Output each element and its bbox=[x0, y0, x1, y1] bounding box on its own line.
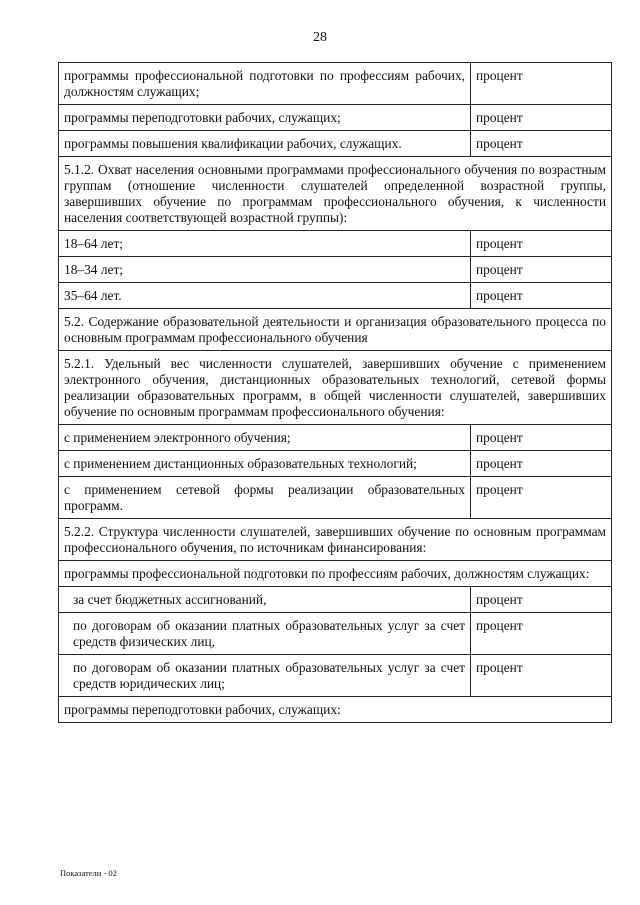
footer-label: Показатели - 02 bbox=[60, 868, 117, 878]
table-row bbox=[59, 697, 612, 723]
table-row bbox=[59, 451, 612, 477]
section-heading: 5.1.2. Охват населения основными программами профессионального обучения по возрастным группам (отношение численности слушателей определенной возрастной группы, завершивших обучение по программам профессионального обучения, к численности населения соответствующей возрастной группы): bbox=[59, 157, 612, 231]
indicator-text: с применением электронного обучения; bbox=[59, 425, 471, 451]
unit-cell: процент bbox=[471, 283, 612, 309]
group-heading: программы профессиональной подготовки по профессиям рабочих, должностям служащих: bbox=[59, 561, 612, 587]
indicator-text: с применением дистанционных образовательных технологий; bbox=[59, 451, 471, 477]
table-row bbox=[59, 351, 612, 425]
indicator-text: с применением сетевой формы реализации образовательных программ. bbox=[59, 477, 471, 519]
table-row bbox=[59, 655, 612, 697]
unit-cell: процент bbox=[471, 477, 612, 519]
section-heading: 5.2.1. Удельный вес численности слушателей, завершивших обучение с применением электронного обучения, дистанционных образовательных технологий, сетевой формы реализации образовательных программ, в общей численности слушателей, завершивших обучение по основным программам профессионального обучения: bbox=[59, 351, 612, 425]
unit-cell: процент bbox=[471, 257, 612, 283]
indicator-text: 35–64 лет. bbox=[59, 283, 471, 309]
page-number: 28 bbox=[313, 30, 327, 45]
table-row bbox=[59, 613, 612, 655]
indicator-text: программы профессиональной подготовки по профессиям рабочих, должностям служащих; bbox=[59, 63, 471, 105]
indicator-text: программы переподготовки рабочих, служащих; bbox=[59, 105, 471, 131]
table-row bbox=[59, 105, 612, 131]
group-heading: программы переподготовки рабочих, служащих: bbox=[59, 697, 612, 723]
indicator-text: за счет бюджетных ассигнований, bbox=[59, 587, 471, 613]
unit-cell: процент bbox=[471, 131, 612, 157]
table-row bbox=[59, 63, 612, 105]
indicator-text: программы повышения квалификации рабочих, служащих. bbox=[59, 131, 471, 157]
table-row bbox=[59, 309, 612, 351]
table-row bbox=[59, 131, 612, 157]
unit-cell: процент bbox=[471, 63, 612, 105]
unit-cell: процент bbox=[471, 587, 612, 613]
table-row bbox=[59, 157, 612, 231]
unit-cell: процент bbox=[471, 613, 612, 655]
unit-cell: процент bbox=[471, 231, 612, 257]
indicator-text: 18–34 лет; bbox=[59, 257, 471, 283]
table-row bbox=[59, 519, 612, 561]
unit-cell: процент bbox=[471, 105, 612, 131]
unit-cell: процент bbox=[471, 425, 612, 451]
table-row bbox=[59, 477, 612, 519]
indicator-text: по договорам об оказании платных образовательных услуг за счет средств физических лиц, bbox=[59, 613, 471, 655]
section-heading: 5.2.2. Структура численности слушателей, завершивших обучение по основным программам профессионального обучения, по источникам финансирования: bbox=[59, 519, 612, 561]
table-row bbox=[59, 283, 612, 309]
table-row bbox=[59, 231, 612, 257]
unit-cell: процент bbox=[471, 655, 612, 697]
unit-cell: процент bbox=[471, 451, 612, 477]
indicator-text: по договорам об оказании платных образовательных услуг за счет средств юридических лиц; bbox=[59, 655, 471, 697]
table-row bbox=[59, 587, 612, 613]
table-row bbox=[59, 561, 612, 587]
indicator-text: 18–64 лет; bbox=[59, 231, 471, 257]
section-heading: 5.2. Содержание образовательной деятельности и организация образовательного процесса по основным программам профессионального обучения bbox=[59, 309, 612, 351]
indicators-table bbox=[58, 62, 612, 723]
table-row bbox=[59, 257, 612, 283]
table-row bbox=[59, 425, 612, 451]
